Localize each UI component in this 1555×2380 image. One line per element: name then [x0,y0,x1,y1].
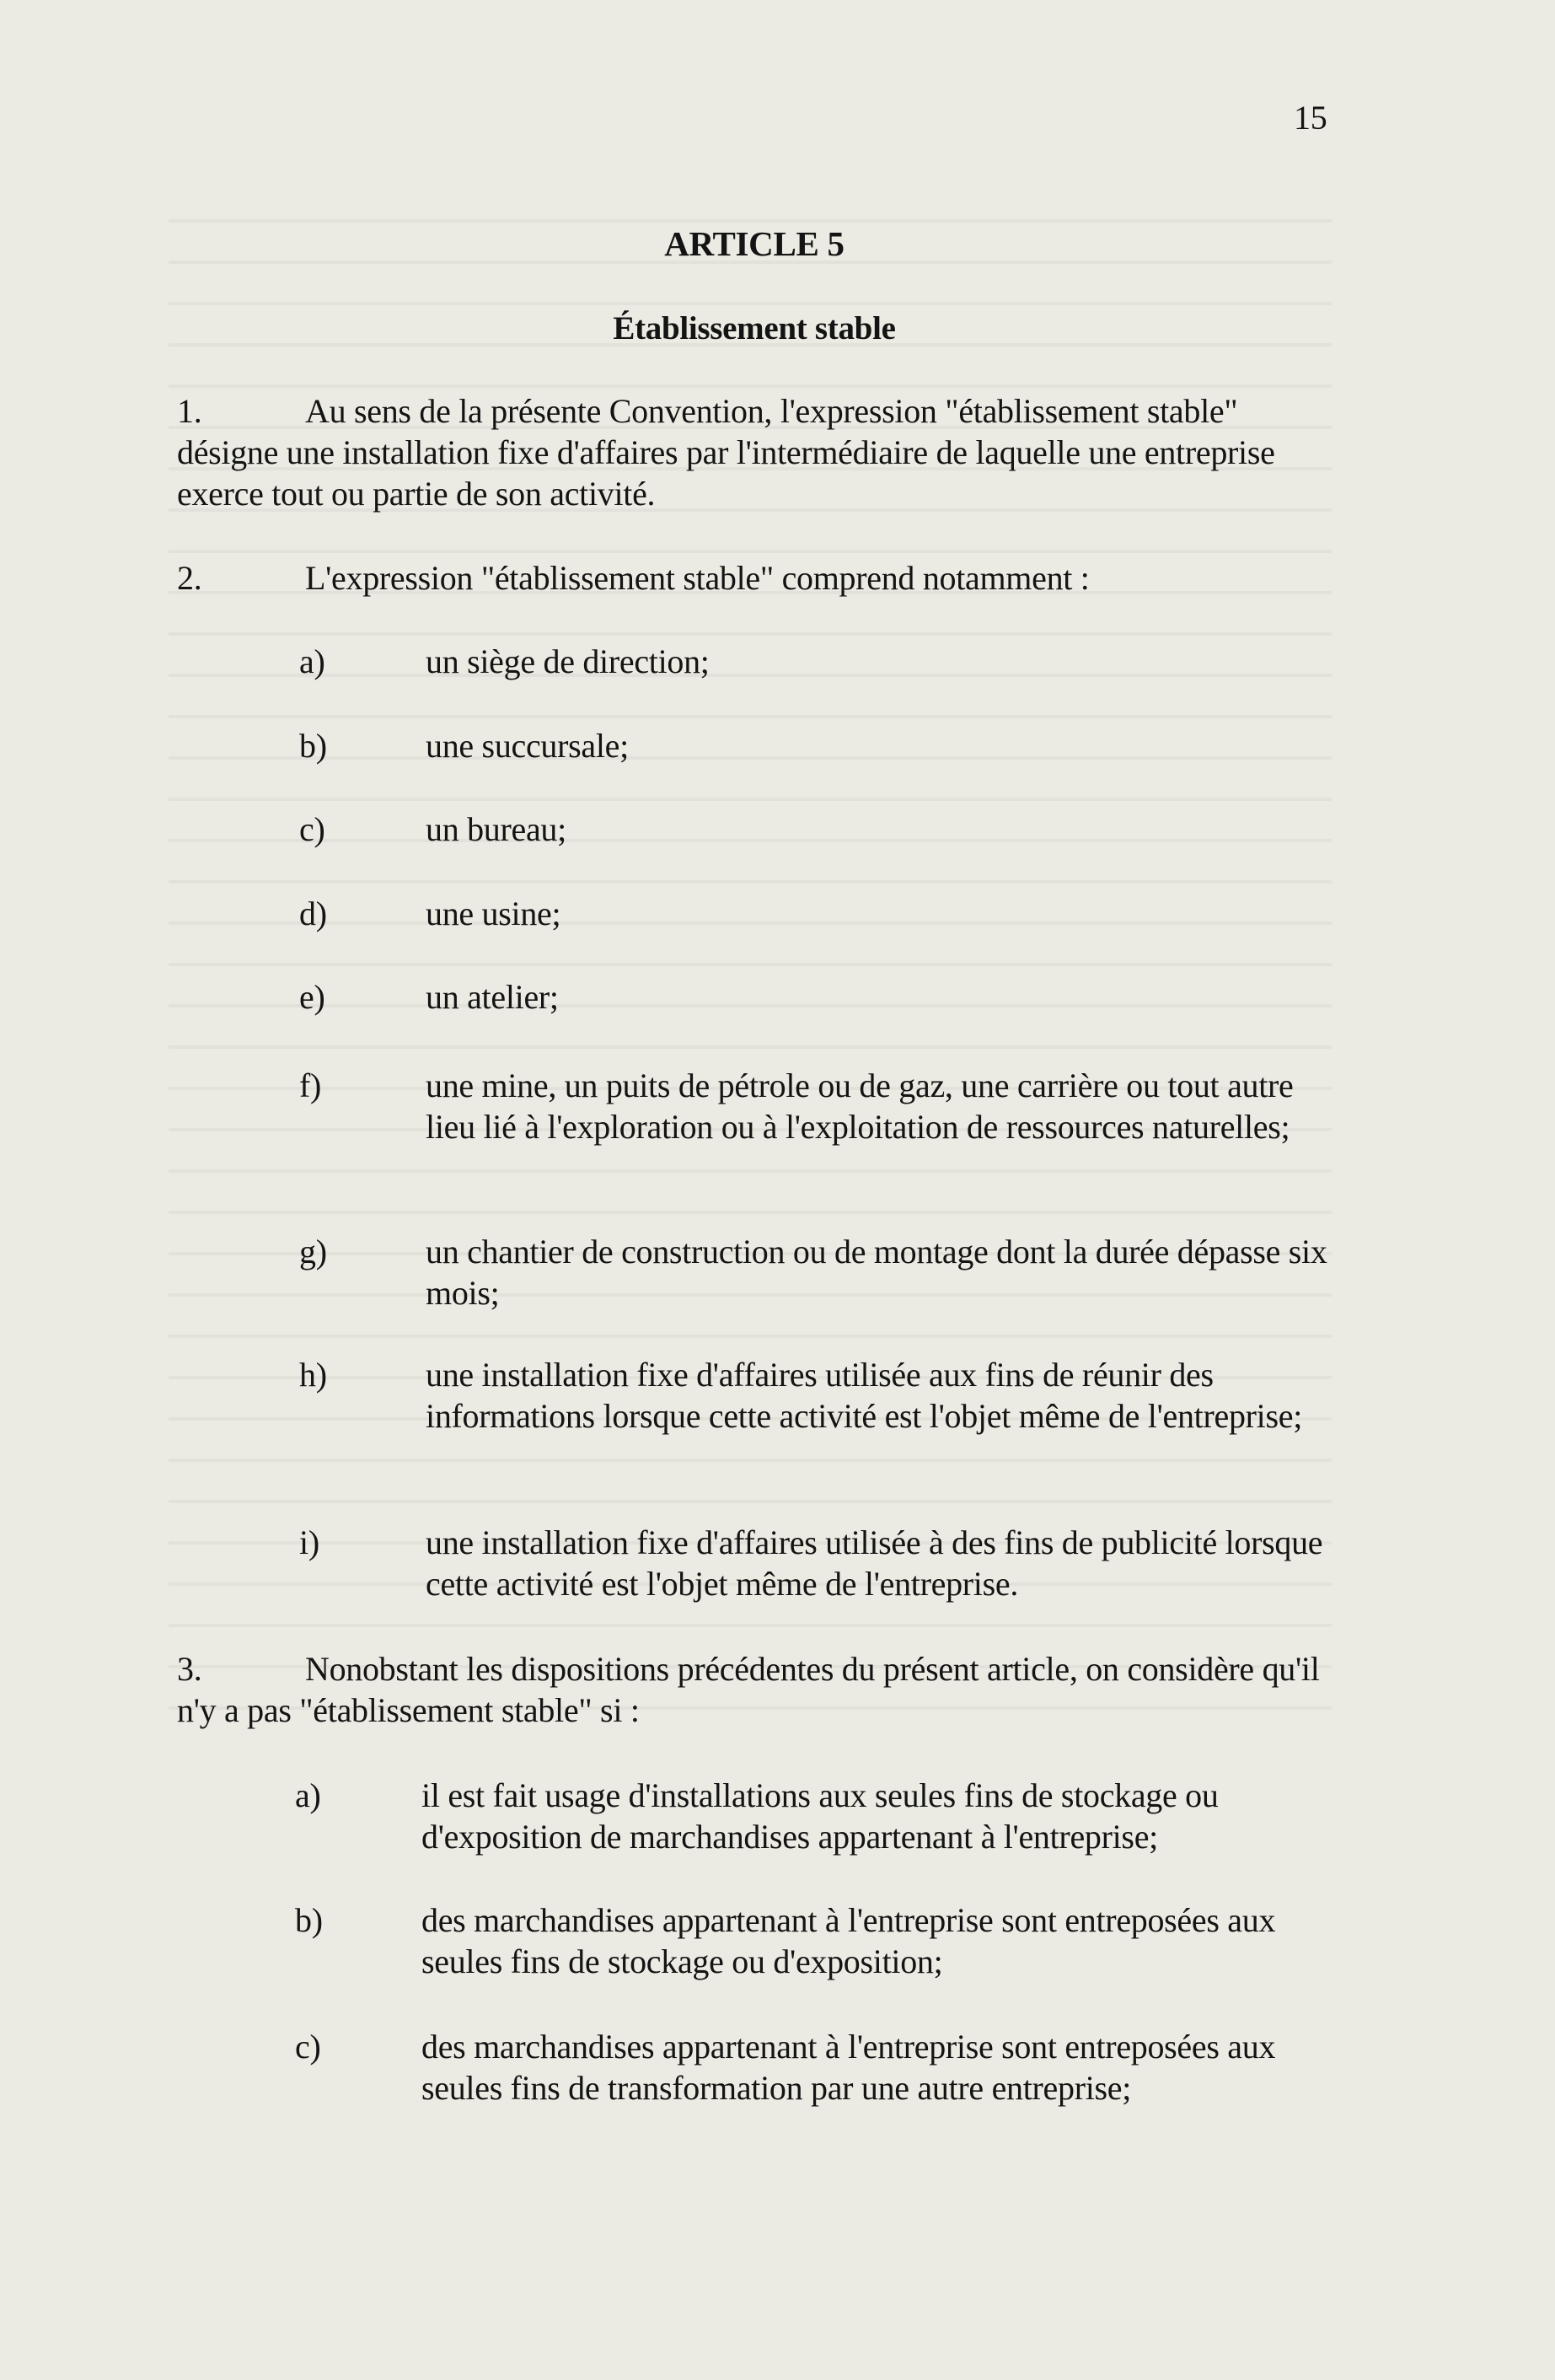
list-item-text: des marchandises appartenant à l'entreprise sont entreposées aux seules fins de transformation par une autre entreprise; [421,2028,1276,2107]
list-item-label: a) [299,642,325,680]
list-item-label: a) [295,1776,321,1814]
list-item-label: c) [295,2028,321,2066]
list-item-text: un siège de direction; [426,642,710,680]
list-item-text: une mine, un puits de pétrole ou de gaz, une carrière ou tout autre lieu lié à l'exploration ou à l'exploitation de ressources naturelles; [426,1066,1294,1146]
list-item-label: e) [299,978,325,1016]
paragraph-number: 1. [177,392,202,430]
list-item-label: g) [299,1233,327,1271]
article-heading: ARTICLE 5 [664,224,845,263]
list-item-text: des marchandises appartenant à l'entreprise sont entreposées aux seules fins de stockage ou d'exposition; [421,1901,1276,1980]
paragraph-3 [177,1648,1357,1731]
list-item-label: b) [295,1901,323,1939]
list-item-label: f) [299,1066,322,1104]
paragraph-2 [177,557,1340,599]
list-item-text: un chantier de construction ou de montage dont la durée dépasse six mois; [426,1233,1327,1312]
list-item-text: une installation fixe d'affaires utilisée aux fins de réunir des informations lorsque cette activité est l'objet même de l'entreprise; [426,1356,1303,1435]
paragraph-1 [177,390,1340,514]
page-number: 15 [1294,99,1327,137]
paragraph-number: 3. [177,1650,202,1688]
list-item-label: d) [299,895,327,932]
paragraph-text: L'expression "établissement stable" comprend notamment : [305,559,1090,597]
list-item-label: i) [299,1523,319,1561]
paragraph-text: Nonobstant les dispositions précédentes du présent article, on considère qu'il n'y a pas "établissement stable" si : [177,1650,1320,1729]
list-item-label: h) [299,1356,327,1394]
list-item-text: une usine; [426,895,561,932]
list-item-text: une installation fixe d'affaires utilisée à des fins de publicité lorsque cette activité est l'objet même de l'entreprise. [426,1523,1323,1603]
article-subtitle: Établissement stable [613,310,896,347]
list-item-label: c) [299,810,325,848]
paragraph-text: Au sens de la présente Convention, l'expression "établissement stable" désigne une installation fixe d'affaires par l'intermédiaire de laquelle une entreprise exerce tout ou partie de son activité. [177,392,1275,513]
paragraph-number: 2. [177,559,202,597]
list-item-text: une succursale; [426,727,629,765]
list-item-text: un atelier; [426,978,559,1016]
list-item-text: un bureau; [426,810,566,848]
list-item-label: b) [299,727,327,765]
list-item-text: il est fait usage d'installations aux seules fins de stockage ou d'exposition de marchandises appartenant à l'entreprise; [421,1776,1219,1856]
